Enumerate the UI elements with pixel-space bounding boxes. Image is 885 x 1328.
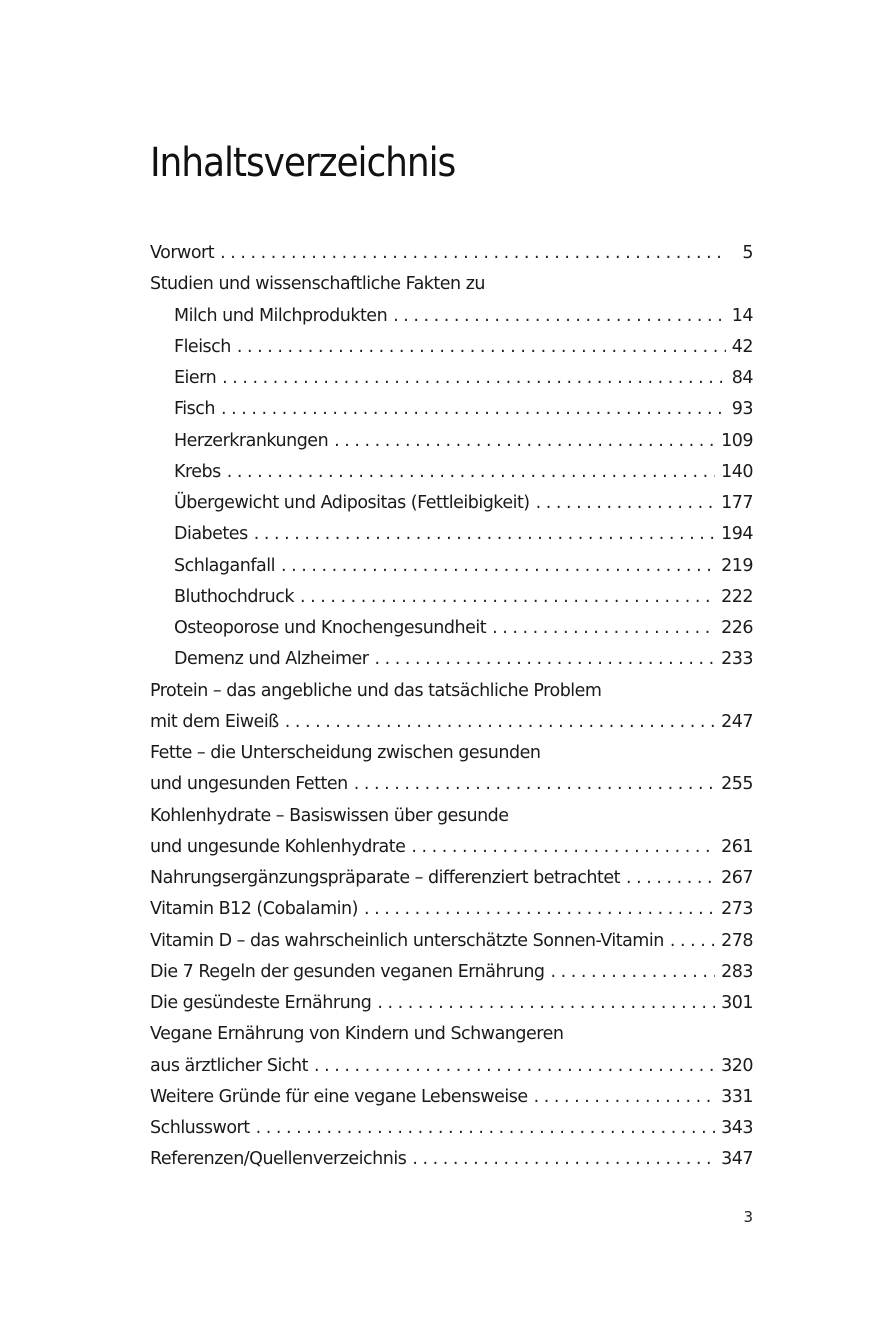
toc-entry-page: 140: [721, 461, 753, 482]
toc-entry-page: 222: [721, 586, 753, 607]
dot-leader: [220, 238, 727, 269]
toc-entry: [150, 332, 753, 363]
toc-entry-title: Osteoporose und Knochengesundheit: [174, 618, 487, 638]
toc-entry-title: Vegane Ernährung von Kindern und Schwangeren: [150, 1024, 564, 1045]
dot-leader: [411, 832, 715, 863]
dot-leader: [670, 926, 715, 957]
toc-entry: [150, 363, 753, 394]
toc-entry-page: 320: [721, 1055, 753, 1076]
toc-entry: [150, 894, 753, 925]
toc-entry: [150, 519, 753, 550]
dot-leader: [222, 363, 726, 394]
toc-entry-title: Schlaganfall: [174, 555, 275, 576]
toc-entry: [150, 832, 753, 863]
toc-entry-title: Bluthochdruck: [174, 586, 294, 607]
toc-entry-page: 278: [721, 930, 753, 951]
toc-entry-page: 93: [731, 399, 753, 420]
toc-entry-title: Vitamin B12 (Cobalamin): [150, 899, 358, 920]
toc-entry-title: Schlusswort: [150, 1118, 250, 1138]
toc-entry-page: 273: [721, 899, 753, 920]
toc-entry: [150, 1144, 753, 1175]
toc-entry-title: Die 7 Regeln der gesunden veganen Ernährung: [150, 961, 545, 982]
toc-entry-title: Fleisch: [174, 336, 231, 357]
toc-entry: [150, 863, 753, 894]
toc-entry-title: Fette – die Unterscheidung zwischen gesunden: [150, 743, 541, 763]
toc-entry-page: 267: [721, 868, 753, 888]
toc-entry: [150, 551, 753, 582]
toc-entry-title: Fisch: [174, 399, 215, 420]
toc-entry-title: Referenzen/Quellenverzeichnis: [150, 1149, 407, 1170]
toc-entry-title: Demenz und Alzheimer: [174, 649, 369, 670]
dot-leader: [256, 1113, 716, 1144]
toc-entry-page: 301: [721, 993, 753, 1013]
toc-entry: [150, 1051, 753, 1082]
dot-leader: [377, 988, 715, 1019]
toc-entry: [150, 957, 753, 988]
table-of-contents: [150, 238, 753, 1176]
dot-leader: [492, 613, 715, 644]
toc-entry-title: Protein – das angebliche und das tatsächliche Problem: [150, 680, 602, 701]
toc-entry: [150, 488, 753, 519]
page-number: 3: [743, 1208, 753, 1226]
toc-entry: [150, 738, 753, 769]
dot-leader: [364, 894, 715, 925]
toc-entry: [150, 238, 753, 269]
toc-entry-page: 226: [721, 618, 753, 638]
toc-entry-title: Weitere Gründe für eine vegane Lebensweise: [150, 1086, 528, 1107]
dot-leader: [551, 957, 716, 988]
toc-entry: [150, 926, 753, 957]
dot-leader: [285, 707, 715, 738]
toc-entry-title: Die gesündeste Ernährung: [150, 993, 372, 1013]
toc-entry-title: Übergewicht und Adipositas (Fettleibigkeit): [174, 493, 530, 513]
toc-entry-title: Vorwort: [150, 243, 215, 263]
toc-entry-page: 194: [721, 524, 753, 545]
dot-leader: [314, 1051, 715, 1082]
dot-leader: [534, 1082, 715, 1113]
toc-entry-page: 84: [731, 368, 753, 388]
toc-entry-page: 255: [721, 774, 753, 795]
toc-entry: [150, 676, 753, 707]
toc-entry: [150, 801, 753, 832]
dot-leader: [227, 457, 715, 488]
toc-entry-title: aus ärztlicher Sicht: [150, 1055, 308, 1076]
dot-leader: [354, 769, 715, 800]
dot-leader: [375, 644, 716, 675]
dot-leader: [334, 426, 715, 457]
toc-entry-page: 5: [742, 243, 753, 263]
toc-entry-title: Milch und Milchprodukten: [174, 305, 388, 326]
toc-entry-title: Krebs: [174, 461, 221, 482]
toc-entry: [150, 644, 753, 675]
toc-entry-page: 347: [721, 1149, 753, 1170]
toc-entry-page: 14: [731, 305, 753, 326]
toc-entry: [150, 269, 753, 300]
dot-leader: [300, 582, 715, 613]
toc-entry: [150, 394, 753, 425]
toc-entry: [150, 1113, 753, 1144]
dot-leader: [221, 394, 726, 425]
toc-entry-page: 109: [721, 430, 753, 451]
toc-entry-page: 283: [721, 961, 753, 982]
dot-leader: [412, 1144, 715, 1175]
dot-leader: [254, 519, 715, 550]
toc-entry: [150, 301, 753, 332]
toc-entry: [150, 457, 753, 488]
toc-entry: [150, 988, 753, 1019]
toc-entry-title: Eiern: [174, 368, 217, 388]
toc-entry-title: Diabetes: [174, 524, 248, 545]
dot-leader: [626, 863, 715, 894]
toc-entry-title: und ungesunde Kohlenhydrate: [150, 836, 406, 857]
dot-leader: [281, 551, 715, 582]
toc-entry: [150, 426, 753, 457]
toc-entry-page: 219: [721, 555, 753, 576]
toc-entry: [150, 1082, 753, 1113]
toc-entry: [150, 707, 753, 738]
toc-entry: [150, 582, 753, 613]
toc-entry-title: Vitamin D – das wahrscheinlich unterschätzte Sonnen-Vitamin: [150, 930, 664, 951]
toc-entry-title: mit dem Eiweiß: [150, 711, 279, 732]
toc-entry: [150, 769, 753, 800]
dot-leader: [536, 488, 715, 519]
dot-leader: [393, 301, 726, 332]
toc-entry-page: 177: [721, 493, 753, 513]
toc-entry-page: 331: [721, 1086, 753, 1107]
toc-entry-page: 343: [721, 1118, 753, 1138]
dot-leader: [237, 332, 726, 363]
toc-entry: [150, 1019, 753, 1050]
toc-entry-title: Studien und wissenschaftliche Fakten zu: [150, 274, 485, 295]
page-title: Inhaltsverzeichnis: [150, 140, 456, 186]
toc-entry-title: Herzerkrankungen: [174, 430, 329, 451]
toc-entry-title: Kohlenhydrate – Basiswissen über gesunde: [150, 805, 509, 826]
toc-entry-title: Nahrungsergänzungspräparate – differenziert betrachtet: [150, 868, 620, 888]
toc-entry-page: 247: [721, 711, 753, 732]
toc-entry-page: 233: [721, 649, 753, 670]
toc-entry-page: 42: [731, 336, 753, 357]
toc-entry: [150, 613, 753, 644]
toc-entry-title: und ungesunden Fetten: [150, 774, 348, 795]
toc-entry-page: 261: [721, 836, 753, 857]
